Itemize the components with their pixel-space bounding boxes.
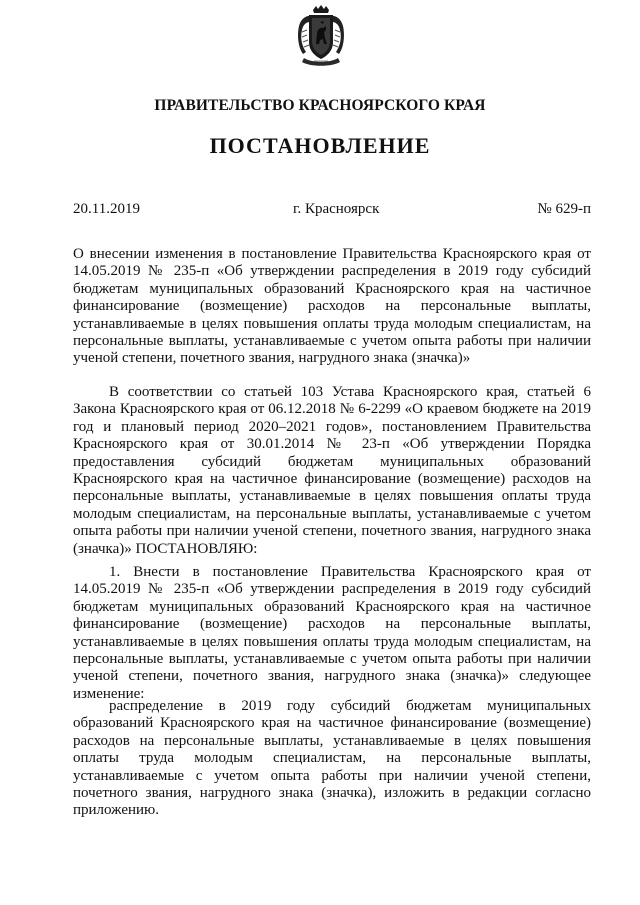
body-paragraph-item-1: 1. Внести в постановление Правительства Красноярского края от 14.05.2019 № 235-п «Об утверждении распределения в 2019 году субсидий бюджетам муниципальных образований Красноярского края на частичное финансирование (возмещение) расходов на персональные выплаты, устанавливаемые в целях повышения оплаты труда молодым специалистам, на персональные выплаты, устанавливаемые с учетом опыта работы при наличии ученой степени, почетного звания, нагрудного знака (значка)» следующее изменение: (73, 564, 591, 702)
document-date: 20.11.2019 (73, 201, 140, 217)
document-city: г. Красноярск (293, 201, 380, 217)
document-subject: О внесении изменения в постановление Правительства Красноярского края от 14.05.2019 № 235-п «Об утверждении распределения в 2019 году субсидий бюджетам муниципальных образований Красноярского края на частичное финансирование (возмещение) расходов на персональные выплаты, устанавливаемые в целях повышения оплаты труда молодым специалистам, на персональные выплаты, устанавливаемые с учетом опыта работы при наличии ученой степени, почетного звания, нагрудного знака (значка)» (73, 246, 591, 367)
government-title: ПРАВИТЕЛЬСТВО КРАСНОЯРСКОГО КРАЯ (154, 97, 486, 114)
document-number: № 629-п (537, 201, 591, 217)
document-meta-row (73, 201, 591, 221)
document-type-title: ПОСТАНОВЛЕНИЕ (209, 133, 431, 158)
coat-of-arms-icon (296, 4, 346, 68)
body-paragraph-change: распределение в 2019 году субсидий бюджетам муниципальных образований Красноярского края на частичное финансирование (возмещение) расходов на персональные выплаты, устанавливаемые в целях повышения оплаты труда молодым специалистам, на персональные выплаты, устанавливаемые с учетом опыта работы при наличии ученой степени, почетного звания, нагрудного знака (значка), изложить в редакции согласно приложению. (73, 698, 591, 819)
body-paragraph-preamble: В соответствии со статьей 103 Устава Красноярского края, статьей 6 Закона Красноярского края от 06.12.2018 № 6-2299 «О краевом бюджете на 2019 год и плановый период 2020–2021 годов», постановлением Правительства Красноярского края от 30.01.2014 № 23-п «Об утверждении Порядка предоставления субсидий бюджетам муниципальных образований Красноярского края на частичное финансирование (возмещение) расходов на персональные выплаты, устанавливаемые в целях повышения оплаты труда молодым специалистам, на персональные выплаты, устанавливаемые с учетом опыта работы при наличии ученой степени, почетного звания, нагрудного знака (значка)» ПОСТАНОВЛЯЮ: (73, 384, 591, 557)
